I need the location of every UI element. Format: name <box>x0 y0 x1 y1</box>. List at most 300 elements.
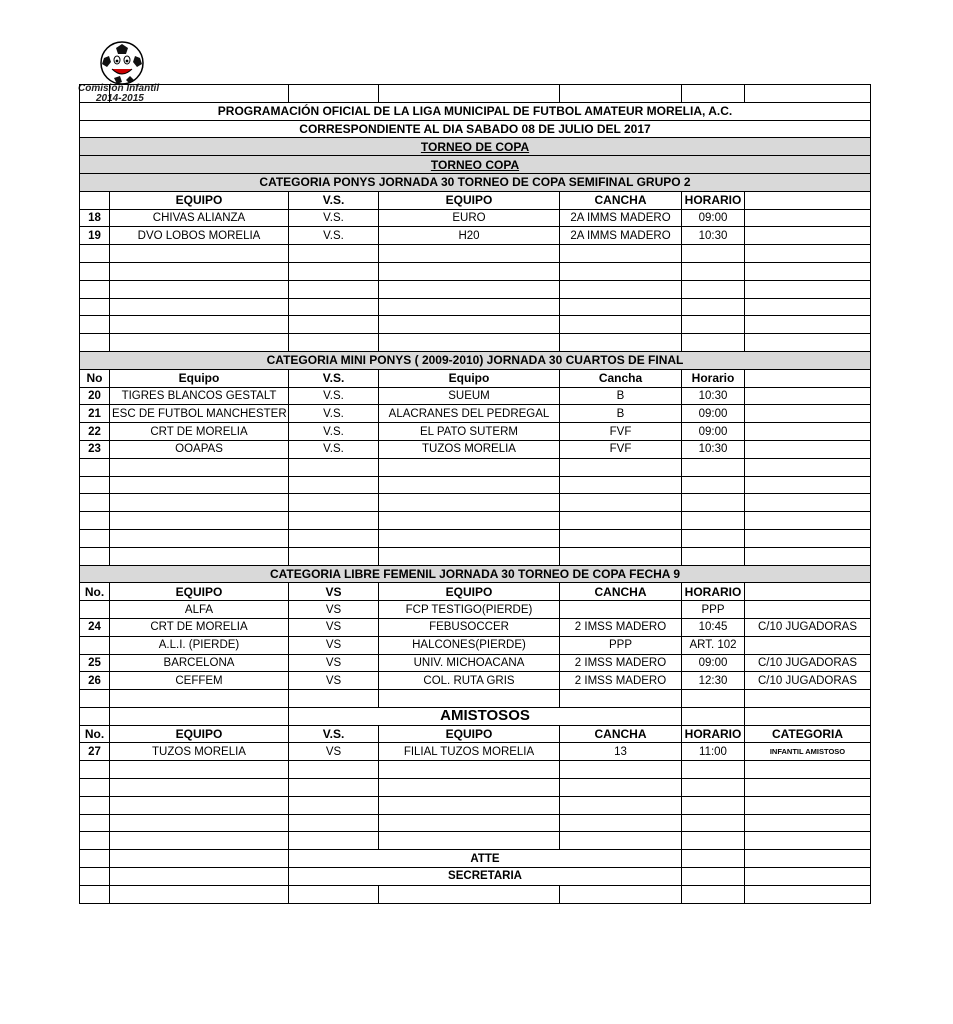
column-header: EQUIPO <box>379 583 560 601</box>
empty-cell <box>682 547 745 565</box>
empty-cell <box>560 476 682 494</box>
empty-cell <box>560 458 682 476</box>
column-header-row <box>80 191 871 209</box>
empty-cell <box>110 796 289 814</box>
empty-cell <box>682 850 745 868</box>
match-cell: V.S. <box>289 405 379 423</box>
empty-cell <box>379 262 560 280</box>
column-header: Equipo <box>110 369 289 387</box>
match-cell: V.S. <box>289 423 379 441</box>
empty-cell <box>379 334 560 352</box>
match-cell: FILIAL TUZOS MORELIA <box>379 743 560 761</box>
date-row <box>80 120 871 138</box>
match-cell: 10:30 <box>682 440 745 458</box>
section-title-row <box>80 565 871 583</box>
empty-cell <box>80 868 110 886</box>
match-cell: V.S. <box>289 209 379 227</box>
empty-cell <box>379 529 560 547</box>
column-header: HORARIO <box>682 725 745 743</box>
empty-cell <box>110 885 289 903</box>
match-cell: V.S. <box>289 227 379 245</box>
torneo-subtitle <box>80 156 871 174</box>
match-cell: H20 <box>379 227 560 245</box>
match-cell <box>745 636 871 654</box>
empty-cell <box>80 885 110 903</box>
match-row <box>80 601 871 619</box>
match-cell: COL. RUTA GRIS <box>379 672 560 690</box>
date-line: CORRESPONDIENTE AL DIA SABADO 08 DE JULIO DEL 2017 <box>80 120 871 138</box>
column-header: CATEGORIA <box>745 725 871 743</box>
bottom-blank-row <box>80 885 871 903</box>
match-cell: CEFFEM <box>110 672 289 690</box>
match-number: 21 <box>80 405 110 423</box>
match-cell: 2A IMMS MADERO <box>560 209 682 227</box>
empty-cell <box>560 334 682 352</box>
column-header: EQUIPO <box>110 725 289 743</box>
empty-cell <box>745 458 871 476</box>
match-cell <box>745 601 871 619</box>
empty-cell <box>682 868 745 886</box>
blank-row <box>80 796 871 814</box>
empty-cell <box>745 298 871 316</box>
empty-cell <box>110 547 289 565</box>
match-cell: ALFA <box>110 601 289 619</box>
empty-cell <box>110 245 289 263</box>
empty-cell <box>289 458 379 476</box>
empty-cell <box>110 494 289 512</box>
empty-cell <box>110 832 289 850</box>
match-cell: TUZOS MORELIA <box>379 440 560 458</box>
torneo-row-1 <box>80 138 871 156</box>
blank-row <box>80 262 871 280</box>
blank-row <box>80 529 871 547</box>
empty-cell <box>745 494 871 512</box>
torneo-subtitle-text: TORNEO COPA <box>430 157 520 172</box>
empty-cell <box>110 850 289 868</box>
empty-cell <box>745 547 871 565</box>
column-header: EQUIPO <box>110 191 289 209</box>
empty-cell <box>289 316 379 334</box>
empty-cell <box>110 779 289 797</box>
match-row <box>80 209 871 227</box>
empty-cell <box>110 529 289 547</box>
match-cell: TUZOS MORELIA <box>110 743 289 761</box>
empty-cell <box>80 814 110 832</box>
empty-cell <box>560 85 682 103</box>
match-cell: 2 IMSS MADERO <box>560 654 682 672</box>
empty-cell <box>289 262 379 280</box>
empty-cell <box>289 298 379 316</box>
column-header-row <box>80 369 871 387</box>
empty-cell <box>560 280 682 298</box>
empty-cell <box>80 476 110 494</box>
empty-cell <box>682 707 745 725</box>
column-header: CANCHA <box>560 191 682 209</box>
amistosos-title: AMISTOSOS <box>289 707 682 725</box>
blank-row <box>80 316 871 334</box>
empty-cell <box>560 512 682 530</box>
match-cell: CRT DE MORELIA <box>110 423 289 441</box>
empty-cell <box>560 814 682 832</box>
empty-cell <box>379 779 560 797</box>
empty-cell <box>289 476 379 494</box>
empty-cell <box>560 779 682 797</box>
match-cell <box>745 405 871 423</box>
match-cell: C/10 JUGADORAS <box>745 618 871 636</box>
match-cell: 2 IMSS MADERO <box>560 672 682 690</box>
empty-cell <box>80 547 110 565</box>
schedule-table <box>79 84 871 904</box>
match-number <box>80 601 110 619</box>
column-header: VS <box>289 583 379 601</box>
empty-cell <box>745 868 871 886</box>
match-cell: V.S. <box>289 440 379 458</box>
column-header: HORARIO <box>682 583 745 601</box>
match-cell: VS <box>289 636 379 654</box>
match-number: 25 <box>80 654 110 672</box>
match-number: 20 <box>80 387 110 405</box>
column-header: CANCHA <box>560 725 682 743</box>
empty-cell <box>289 814 379 832</box>
empty-cell <box>745 262 871 280</box>
empty-cell <box>682 245 745 263</box>
empty-cell <box>289 547 379 565</box>
empty-cell <box>379 832 560 850</box>
match-number <box>80 636 110 654</box>
empty-cell <box>682 690 745 708</box>
empty-cell <box>379 796 560 814</box>
empty-cell <box>80 298 110 316</box>
empty-cell <box>560 832 682 850</box>
empty-cell <box>560 690 682 708</box>
empty-cell <box>560 494 682 512</box>
empty-cell <box>379 547 560 565</box>
empty-cell <box>745 316 871 334</box>
footer-row <box>80 850 871 868</box>
amistosos-title-row <box>80 707 871 725</box>
match-cell: SUEUM <box>379 387 560 405</box>
empty-cell <box>745 850 871 868</box>
match-number: 23 <box>80 440 110 458</box>
empty-cell <box>289 334 379 352</box>
empty-cell <box>379 476 560 494</box>
match-number: 24 <box>80 618 110 636</box>
column-header: EQUIPO <box>110 583 289 601</box>
match-cell <box>745 440 871 458</box>
empty-cell <box>745 814 871 832</box>
empty-cell <box>560 262 682 280</box>
blank-row <box>80 334 871 352</box>
blank-row <box>80 494 871 512</box>
column-header: V.S. <box>289 191 379 209</box>
empty-cell <box>289 529 379 547</box>
empty-cell <box>379 885 560 903</box>
soccer-ball-icon <box>98 40 146 86</box>
match-number: 27 <box>80 743 110 761</box>
column-header: No. <box>80 725 110 743</box>
empty-cell <box>80 334 110 352</box>
empty-cell <box>110 85 289 103</box>
empty-cell <box>110 707 289 725</box>
empty-cell <box>289 832 379 850</box>
empty-cell <box>379 814 560 832</box>
empty-cell <box>682 316 745 334</box>
empty-cell <box>379 298 560 316</box>
match-cell: ALACRANES DEL PEDREGAL <box>379 405 560 423</box>
match-row <box>80 672 871 690</box>
torneo-title <box>80 138 871 156</box>
empty-cell <box>745 476 871 494</box>
column-header: EQUIPO <box>379 191 560 209</box>
column-header <box>745 583 871 601</box>
match-cell: B <box>560 405 682 423</box>
empty-cell <box>80 494 110 512</box>
match-cell: FEBUSOCCER <box>379 618 560 636</box>
match-cell: UNIV. MICHOACANA <box>379 654 560 672</box>
column-header: Horario <box>682 369 745 387</box>
empty-cell <box>745 761 871 779</box>
empty-cell <box>560 529 682 547</box>
blank-row <box>80 280 871 298</box>
empty-cell <box>80 761 110 779</box>
empty-cell <box>110 761 289 779</box>
empty-cell <box>682 761 745 779</box>
blank-row <box>80 761 871 779</box>
match-row <box>80 423 871 441</box>
empty-cell <box>682 832 745 850</box>
match-cell: PPP <box>560 636 682 654</box>
empty-cell <box>745 832 871 850</box>
empty-cell <box>682 476 745 494</box>
match-cell <box>745 387 871 405</box>
empty-cell <box>80 779 110 797</box>
empty-cell <box>289 512 379 530</box>
column-header: Cancha <box>560 369 682 387</box>
match-number: 18 <box>80 209 110 227</box>
empty-cell <box>110 690 289 708</box>
match-cell: 09:00 <box>682 209 745 227</box>
logo-text-line2: 2014-2015 <box>96 93 144 104</box>
footer-text: ATTE <box>289 850 682 868</box>
match-cell: C/10 JUGADORAS <box>745 672 871 690</box>
blank-row <box>80 245 871 263</box>
empty-cell <box>745 779 871 797</box>
match-cell: 2A IMMS MADERO <box>560 227 682 245</box>
column-header-row <box>80 583 871 601</box>
empty-cell <box>682 512 745 530</box>
empty-cell <box>80 690 110 708</box>
match-cell: V.S. <box>289 387 379 405</box>
match-row <box>80 227 871 245</box>
empty-cell <box>110 512 289 530</box>
match-cell: 2 IMSS MADERO <box>560 618 682 636</box>
empty-cell <box>289 761 379 779</box>
empty-cell <box>745 796 871 814</box>
empty-cell <box>80 280 110 298</box>
match-cell: VS <box>289 654 379 672</box>
empty-cell <box>682 458 745 476</box>
match-cell: VS <box>289 618 379 636</box>
page-title: PROGRAMACIÓN OFICIAL DE LA LIGA MUNICIPAL DE FUTBOL AMATEUR MORELIA, A.C. <box>80 102 871 120</box>
empty-cell <box>379 761 560 779</box>
empty-cell <box>110 458 289 476</box>
empty-cell <box>80 850 110 868</box>
empty-cell <box>110 280 289 298</box>
empty-cell <box>745 85 871 103</box>
empty-cell <box>80 245 110 263</box>
match-cell: B <box>560 387 682 405</box>
blank-row <box>80 547 871 565</box>
blank-row <box>80 690 871 708</box>
empty-cell <box>379 690 560 708</box>
empty-cell <box>110 814 289 832</box>
logo-text-line1: Comisión Infantil <box>78 83 160 94</box>
match-row <box>80 405 871 423</box>
empty-cell <box>745 529 871 547</box>
empty-cell <box>80 707 110 725</box>
empty-cell <box>289 796 379 814</box>
empty-cell <box>379 458 560 476</box>
match-cell: 09:00 <box>682 423 745 441</box>
title-row <box>80 102 871 120</box>
torneo-title-text: TORNEO DE COPA <box>420 139 530 154</box>
empty-cell <box>80 512 110 530</box>
match-cell: HALCONES(PIERDE) <box>379 636 560 654</box>
empty-cell <box>682 85 745 103</box>
top-blank-row <box>80 85 871 103</box>
empty-cell <box>745 690 871 708</box>
blank-row <box>80 458 871 476</box>
match-number: 22 <box>80 423 110 441</box>
match-cell: 09:00 <box>682 405 745 423</box>
column-header: HORARIO <box>682 191 745 209</box>
blank-row <box>80 512 871 530</box>
footer-row <box>80 868 871 886</box>
match-cell: VS <box>289 601 379 619</box>
match-cell: VS <box>289 672 379 690</box>
match-cell: 13 <box>560 743 682 761</box>
match-cell <box>560 601 682 619</box>
match-cell: VS <box>289 743 379 761</box>
match-row <box>80 636 871 654</box>
empty-cell <box>289 245 379 263</box>
column-header: CANCHA <box>560 583 682 601</box>
section-title-row <box>80 173 871 191</box>
empty-cell <box>682 298 745 316</box>
empty-cell <box>110 334 289 352</box>
empty-cell <box>379 280 560 298</box>
match-cell: FVF <box>560 440 682 458</box>
empty-cell <box>745 334 871 352</box>
empty-cell <box>682 779 745 797</box>
match-cell: 10:45 <box>682 618 745 636</box>
empty-cell <box>560 245 682 263</box>
empty-cell <box>560 796 682 814</box>
empty-cell <box>682 796 745 814</box>
match-number: 19 <box>80 227 110 245</box>
column-header <box>80 191 110 209</box>
section-title: CATEGORIA MINI PONYS ( 2009-2010) JORNADA 30 CUARTOS DE FINAL <box>80 351 871 369</box>
empty-cell <box>560 885 682 903</box>
match-row <box>80 654 871 672</box>
empty-cell <box>110 316 289 334</box>
match-cell: 09:00 <box>682 654 745 672</box>
match-cell: BARCELONA <box>110 654 289 672</box>
blank-row <box>80 476 871 494</box>
empty-cell <box>80 529 110 547</box>
column-header <box>745 369 871 387</box>
empty-cell <box>110 262 289 280</box>
empty-cell <box>745 707 871 725</box>
match-cell: 10:30 <box>682 227 745 245</box>
match-cell: FCP TESTIGO(PIERDE) <box>379 601 560 619</box>
column-header <box>745 191 871 209</box>
column-header: No <box>80 369 110 387</box>
match-cell: A.L.I. (PIERDE) <box>110 636 289 654</box>
empty-cell <box>745 245 871 263</box>
column-header: V.S. <box>289 369 379 387</box>
match-cell: ART. 102 <box>682 636 745 654</box>
match-cell: 12:30 <box>682 672 745 690</box>
match-cell: EL PATO SUTERM <box>379 423 560 441</box>
section-title: CATEGORIA PONYS JORNADA 30 TORNEO DE COPA SEMIFINAL GRUPO 2 <box>80 173 871 191</box>
empty-cell <box>560 761 682 779</box>
empty-cell <box>560 316 682 334</box>
empty-cell <box>379 494 560 512</box>
blank-row <box>80 779 871 797</box>
match-cell: CHIVAS ALIANZA <box>110 209 289 227</box>
empty-cell <box>682 334 745 352</box>
match-row <box>80 387 871 405</box>
empty-cell <box>379 316 560 334</box>
empty-cell <box>745 885 871 903</box>
empty-cell <box>745 280 871 298</box>
empty-cell <box>682 262 745 280</box>
blank-row <box>80 832 871 850</box>
match-cell: C/10 JUGADORAS <box>745 654 871 672</box>
empty-cell <box>682 814 745 832</box>
match-cell: 10:30 <box>682 387 745 405</box>
blank-row <box>80 298 871 316</box>
empty-cell <box>379 245 560 263</box>
empty-cell <box>682 494 745 512</box>
match-cell: CRT DE MORELIA <box>110 618 289 636</box>
empty-cell <box>110 476 289 494</box>
match-cell: FVF <box>560 423 682 441</box>
column-header: V.S. <box>289 725 379 743</box>
footer-text: SECRETARIA <box>289 868 682 886</box>
match-cell: ESC DE FUTBOL MANCHESTER <box>110 405 289 423</box>
empty-cell <box>80 316 110 334</box>
empty-cell <box>289 280 379 298</box>
match-row <box>80 743 871 761</box>
category-cell: INFANTIL AMISTOSO <box>745 743 871 761</box>
column-header-row <box>80 725 871 743</box>
empty-cell <box>80 832 110 850</box>
empty-cell <box>379 512 560 530</box>
match-cell: TIGRES BLANCOS GESTALT <box>110 387 289 405</box>
match-number: 26 <box>80 672 110 690</box>
empty-cell <box>682 529 745 547</box>
empty-cell <box>682 280 745 298</box>
column-header: EQUIPO <box>379 725 560 743</box>
match-cell <box>745 227 871 245</box>
match-cell: DVO LOBOS MORELIA <box>110 227 289 245</box>
empty-cell <box>110 868 289 886</box>
empty-cell <box>745 512 871 530</box>
empty-cell <box>80 458 110 476</box>
torneo-row-2 <box>80 156 871 174</box>
